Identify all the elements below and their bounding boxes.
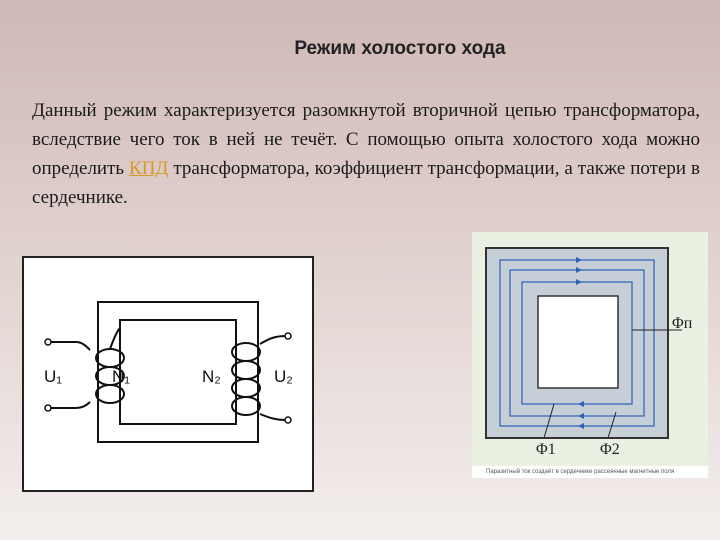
label-phi1: Φ1 — [536, 441, 556, 458]
body-text-part1: Данный режим характеризуется разомкнутой вторичной цепью трансформатора, вследствие чего ток в ней не течёт. С помощью опыта холостого хода можно определить — [32, 100, 700, 179]
body-text-part2: трансформатора, коэффициент трансформации, а также потери в сердечнике. — [32, 158, 700, 208]
u1-terminal-bottom — [45, 405, 51, 411]
core-window — [538, 296, 618, 388]
label-u1: U₁ — [44, 367, 63, 386]
u2-terminal-top — [285, 333, 291, 339]
slide-body-text — [32, 96, 700, 212]
label-phi2: Φ2 — [600, 441, 620, 458]
label-u2: U₂ — [274, 367, 293, 386]
flux-caption: Паразитный ток создаёт в сердечнике рассеянные магнитные поля — [472, 466, 708, 478]
label-n2: N₂ — [202, 367, 221, 386]
slide-title: Режим холостого хода — [294, 38, 506, 59]
u2-terminal-bottom — [285, 417, 291, 423]
flux-diagram — [472, 232, 708, 478]
label-n1: N₁ — [112, 367, 131, 386]
label-phi-leak: Φп — [672, 315, 693, 332]
flux-svg — [472, 232, 708, 478]
transformer-diagram — [22, 256, 314, 492]
transformer-svg — [24, 258, 312, 490]
kpd-link[interactable]: КПД — [129, 158, 169, 179]
u1-terminal-top — [45, 339, 51, 345]
